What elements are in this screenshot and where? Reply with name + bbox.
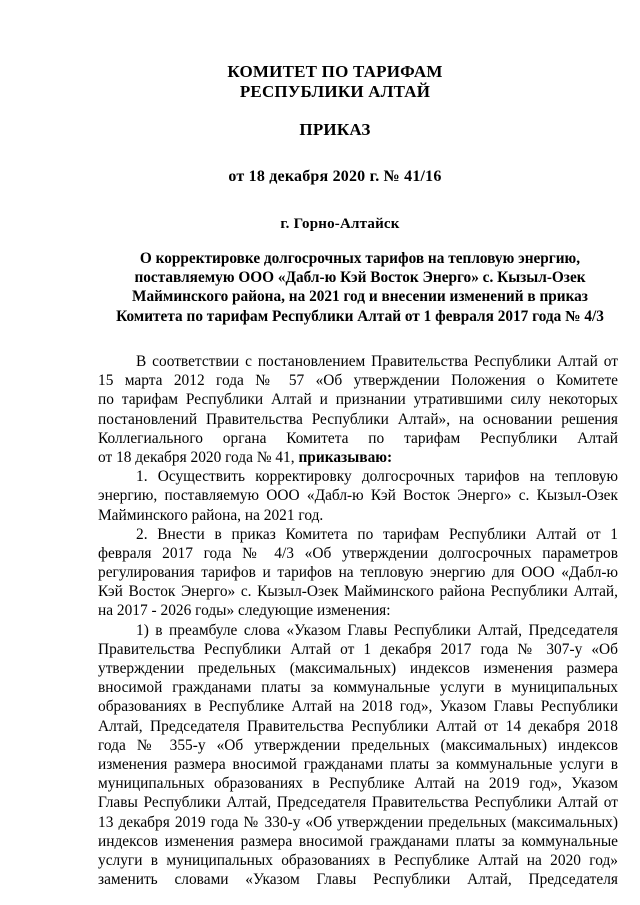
order-word: приказываю: <box>298 448 393 466</box>
document-subject <box>100 249 620 326</box>
body-line: на 2017 - 2026 годы» следующие изменения: <box>98 602 391 620</box>
body-line: В соответствии с постановлением Правительства Республики Алтай от <box>136 353 618 370</box>
org-name-line2: РЕСПУБЛИКИ АЛТАЙ <box>239 82 431 101</box>
body-line: Майминского района, на 2021 год. <box>98 506 324 524</box>
subject-line: Комитета по тарифам Республики Алтай от 1 февраля 2017 года № 4/3 <box>116 307 604 325</box>
body-line: утверждении предельных (максимальных) индексов изменения размера <box>98 660 618 677</box>
org-name-line1: КОМИТЕТ ПО ТАРИФАМ <box>227 62 443 81</box>
body-line: по тарифам Республики Алтай и признании утратившими силу некоторых <box>98 391 618 409</box>
body-line: 15 марта 2012 года № 57 «Об утверждении Положения о Комитете <box>98 372 618 390</box>
body-line: февраля 2017 года № 4/3 «Об утверждении долгосрочных параметров <box>98 544 618 562</box>
body-line: муниципальных образованиях в Республике Алтай на 2019 год», Указом <box>98 775 618 793</box>
body-line: Главы Республики Алтай, Председателя Правительства Республики Алтай от <box>98 794 618 812</box>
body-line: энергию, поставляемую ООО «Дабл-ю Кэй Восток Энерго» с. Кызыл-Озек <box>98 487 618 505</box>
body-line: услуги в муниципальных образованиях в Республике Алтай на 2020 год» <box>98 851 618 869</box>
body-line: изменения размера вносимой гражданами платы за коммунальные услуги в <box>98 755 618 773</box>
document-body <box>98 352 618 889</box>
body-line: образованиях в Республике Алтай на 2018 год», Указом Главы Республики <box>98 698 618 716</box>
body-line: регулирования тарифов и тарифов на тепловую энергию для ООО «Дабл-ю <box>98 564 618 582</box>
document-date-number: от 18 декабря 2020 г. № 41/16 <box>228 168 442 185</box>
body-line: 13 декабря 2019 года № 330-у «Об утверждении предельных (максимальных) <box>98 813 618 831</box>
preamble-last-text: от 18 декабря 2020 года № 41, <box>98 448 299 466</box>
body-line: Алтай, Председателя Правительства Республики Алтай от 14 декабря 2018 <box>98 717 618 735</box>
document-city: г. Горно-Алтайск <box>280 216 400 232</box>
body-line: Правительства Республики Алтай от 1 декабря 2017 года № 307-у «Об <box>98 640 618 658</box>
body-line: заменить словами «Указом Главы Республики Алтай, Председателя <box>98 871 618 889</box>
body-line: Кэй Восток Энерго» с. Кызыл-Озек Майминского района Республики Алтай, <box>98 583 618 601</box>
body-line: 1) в преамбуле слова «Указом Главы Республики Алтай, Председателя <box>136 621 618 639</box>
subject-line: Майминского района, на 2021 год и внесении изменений в приказ <box>132 288 588 306</box>
body-line: индексов изменения размера вносимой гражданами платы за коммунальные <box>98 832 618 850</box>
document-type: ПРИКАЗ <box>299 120 371 139</box>
body-line: 2. Внести в приказ Комитета по тарифам Республики Алтай от 1 <box>136 525 618 543</box>
body-line: 1. Осуществить корректировку долгосрочных тарифов на тепловую <box>136 468 618 486</box>
body-line: Коллегиального органа Комитета по тарифам Республики Алтай <box>98 429 618 447</box>
body-line: вносимой гражданами платы за коммунальные услуги в муниципальных <box>98 679 618 697</box>
body-line: года № 355-у «Об утверждении предельных (максимальных) индексов <box>98 736 618 754</box>
body-line: постановлений Правительства Республики Алтай», на основании решения <box>98 410 618 428</box>
body-line <box>98 448 618 467</box>
subject-line: поставляемую ООО «Дабл-ю Кэй Восток Энерго» с. Кызыл-Озек <box>134 269 586 287</box>
subject-line: О корректировке долгосрочных тарифов на тепловую энергию, <box>139 250 581 267</box>
